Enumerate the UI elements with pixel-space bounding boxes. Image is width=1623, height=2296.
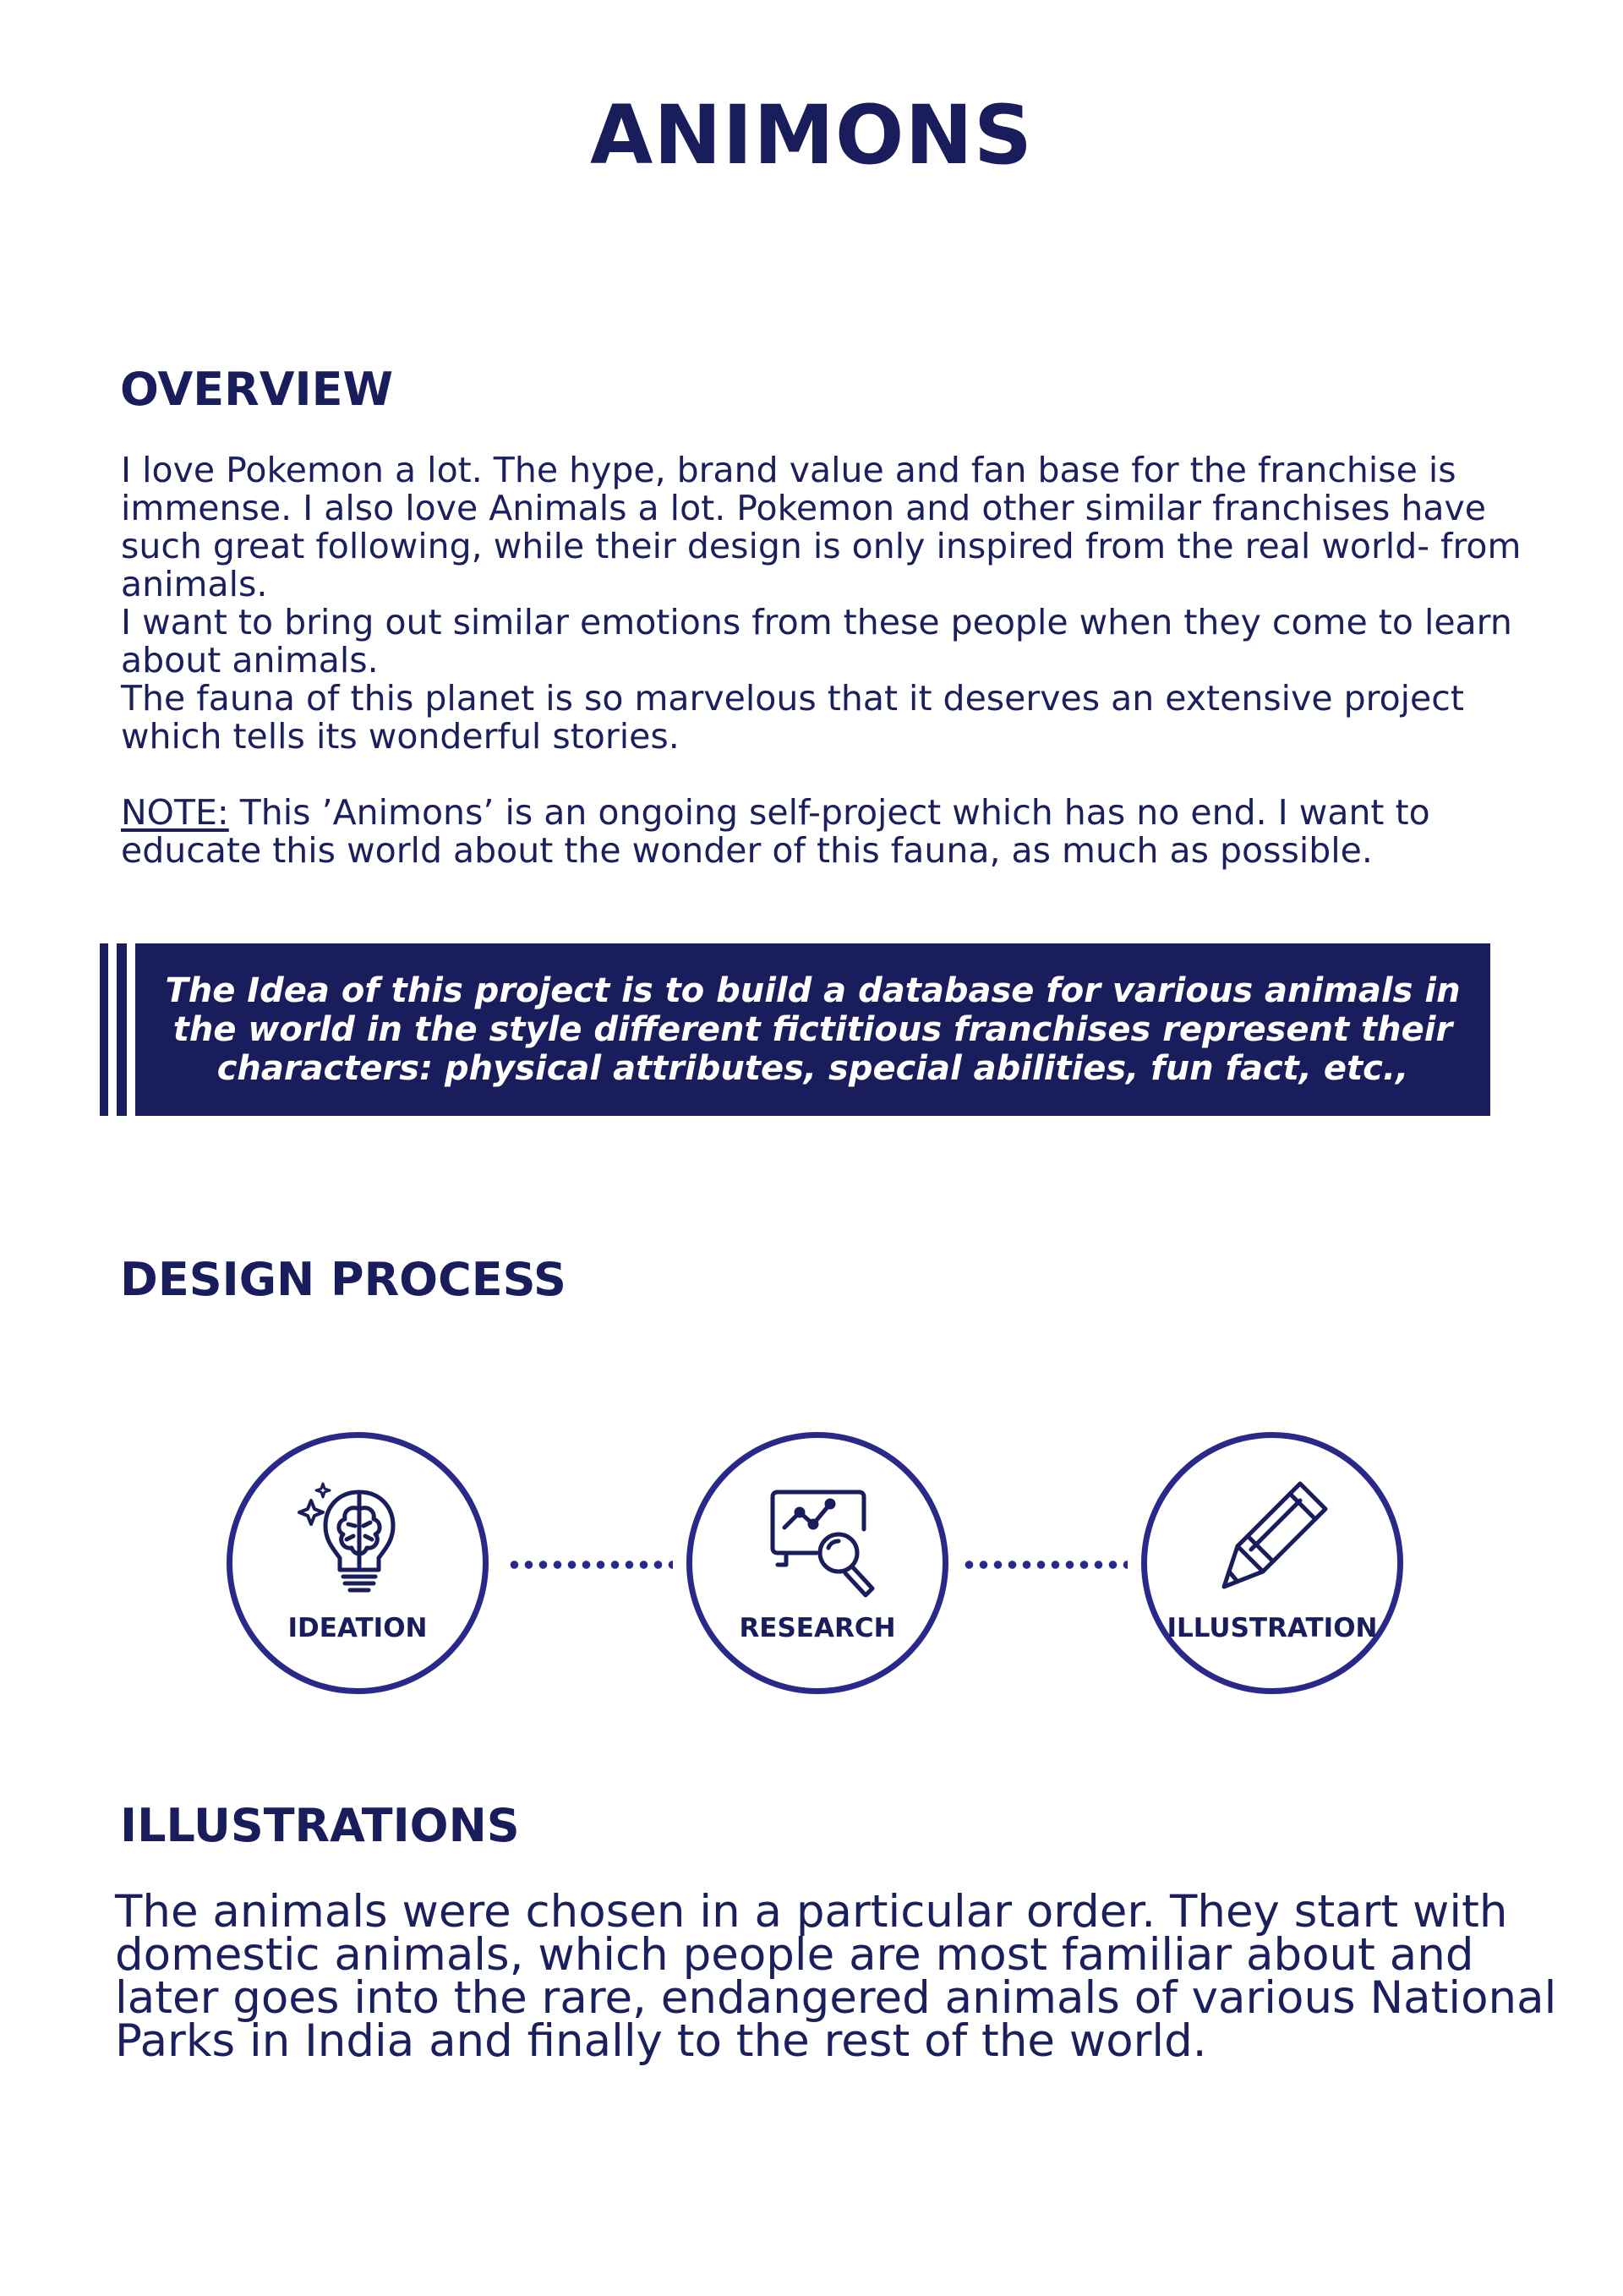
idea-banner: [135, 943, 1490, 1116]
brain-lightbulb-icon: [296, 1475, 423, 1602]
page-title: ANIMONS: [590, 88, 1033, 183]
note-text: This ’Animons’ is an ongoing self-project which has no end. I want to educate this world about the wonder of this fauna, as much as possible.: [121, 792, 1430, 871]
process-connector-dots: [507, 1561, 673, 1569]
illustrations-body: The animals were chosen in a particular order. They start with domestic animals, which people are most familiar about and later goes into the rare, endangered animals of various National Parks in India and finally to the rest of the world.: [115, 1886, 1557, 2067]
overview-heading: OVERVIEW: [120, 363, 394, 416]
overview-paragraph: I want to bring out similar emotions from these people when they come to learn about animals.: [121, 602, 1512, 681]
overview-paragraph: I love Pokemon a lot. The hype, brand value and fan base for the franchise is immense. I also love Animals a lot. Pokemon and other similar franchises have such great following, while their design is only inspired from the real world- from animals.: [121, 450, 1522, 604]
overview-note: [121, 794, 1558, 870]
overview-body: [121, 451, 1558, 870]
design-process-heading: DESIGN PROCESS: [120, 1253, 566, 1306]
process-step-label: ILLUSTRATION: [1167, 1613, 1378, 1643]
process-step-label: IDEATION: [287, 1613, 428, 1643]
process-step-research: [686, 1432, 948, 1694]
process-step-ideation: [227, 1432, 489, 1694]
illustrations-heading: ILLUSTRATIONS: [120, 1799, 520, 1852]
chart-magnifier-icon: [756, 1475, 883, 1602]
process-step-label: RESEARCH: [739, 1613, 896, 1643]
process-connector-dots: [962, 1561, 1128, 1569]
pencil-icon: [1210, 1475, 1337, 1602]
banner-accent-bar: [100, 943, 108, 1116]
note-label: NOTE:: [121, 792, 229, 833]
idea-banner-text: The Idea of this project is to build a database for various animals in the world in the style different fictitious franchises represent their characters: physical attributes, special abilities, fun fact, etc.,: [165, 971, 1461, 1088]
banner-accent-bar: [117, 943, 127, 1116]
overview-paragraph: The fauna of this planet is so marvelous that it deserves an extensive project which tells its wonderful stories.: [121, 678, 1464, 757]
process-step-illustration: [1141, 1432, 1403, 1694]
